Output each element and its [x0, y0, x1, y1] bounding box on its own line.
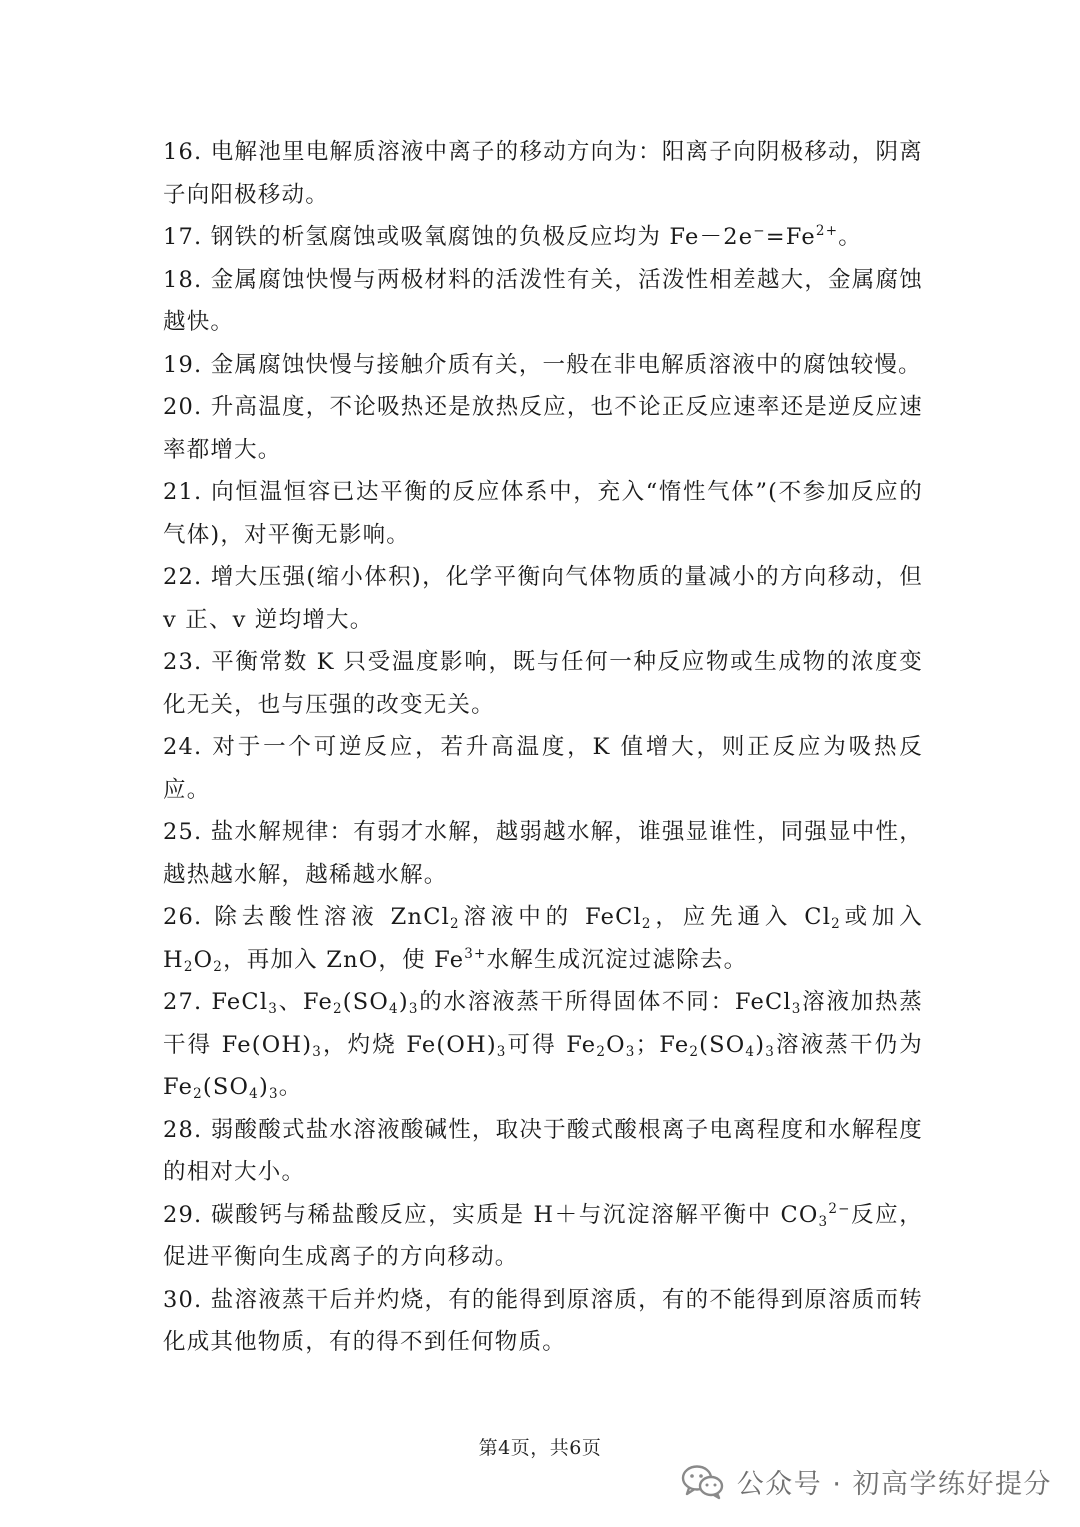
page-number: 第4页，共6页 — [478, 1437, 602, 1459]
item-22: 22. 增大压强(缩小体积)，化学平衡向气体物质的量减小的方向移动，但 v 正、v 逆均增大。 — [163, 564, 923, 633]
item-30: 30. 盐溶液蒸干后并灼烧，有的能得到原溶质，有的不能得到原溶质而转化成其他物质，有的得不到任何物质。 — [163, 1286, 923, 1355]
item-24: 24. 对于一个可逆反应，若升高温度，K 值增大，则正反应为吸热反应。 — [163, 734, 923, 803]
item-19: 19. 金属腐蚀快慢与接触介质有关，一般在非电解质溶液中的腐蚀较慢。 — [163, 351, 922, 378]
item-18: 18. 金属腐蚀快慢与两极材料的活泼性有关，活泼性相差越大，金属腐蚀越快。 — [163, 266, 923, 335]
item-29: 29. 碳酸钙与稀盐酸反应，实质是 H＋与沉淀溶解平衡中 $CO_3^{2-}$反应，促进平衡向生成离子的方向移动。 — [163, 1200, 923, 1270]
item-23: 23. 平衡常数 K 只受温度影响，既与任何一种反应物或生成物的浓度变化无关，也与压强的改变无关。 — [163, 649, 923, 718]
item-17: 17. 钢铁的析氢腐蚀或吸氧腐蚀的负极反应均为 $Fe-2e^-=Fe^{2+}$。 — [163, 223, 862, 250]
item-26: 26. 除去酸性溶液 ZnCl$_2$溶液中的 FeCl$_2$，应先通入 $Cl_2$或加入 $H_2O_2$，再加入 ZnO，使 $Fe^{3+}$水解生成沉淀过滤除去。 — [163, 904, 924, 975]
wechat-icon — [681, 1464, 725, 1500]
watermark-text: 公众号 · 初高学练好提分 — [736, 1469, 1052, 1500]
item-27: 27. FeCl$_3$、$Fe_2(SO_4)_3$的水溶液蒸干所得固体不同：FeCl$_3$溶液加热蒸干得 $Fe(OH)_3$，灼烧 $Fe(OH)_3$可得 $Fe_2O_3$；$Fe_2(SO_4)_3$溶液蒸干仍为 $Fe_2(SO_4)_3$。 — [163, 989, 923, 1103]
item-25: 25. 盐水解规律：有弱才水解，越弱越水解，谁强显谁性，同强显中性，越热越水解，越稀越水解。 — [163, 819, 923, 888]
item-21: 21. 向恒温恒容已达平衡的反应体系中，充入“惰性气体”(不参加反应的气体)，对平衡无影响。 — [163, 479, 923, 548]
document-body — [163, 131, 923, 1364]
watermark — [681, 1462, 1052, 1501]
item-20: 20. 升高温度，不论吸热还是放热反应，也不论正反应速率还是逆反应速率都增大。 — [163, 394, 923, 463]
item-28: 28. 弱酸酸式盐水溶液酸碱性，取决于酸式酸根离子电离程度和水解程度的相对大小。 — [163, 1116, 923, 1185]
item-16: 16. 电解池里电解质溶液中离子的移动方向为：阳离子向阴极移动，阴离子向阳极移动。 — [163, 139, 923, 208]
